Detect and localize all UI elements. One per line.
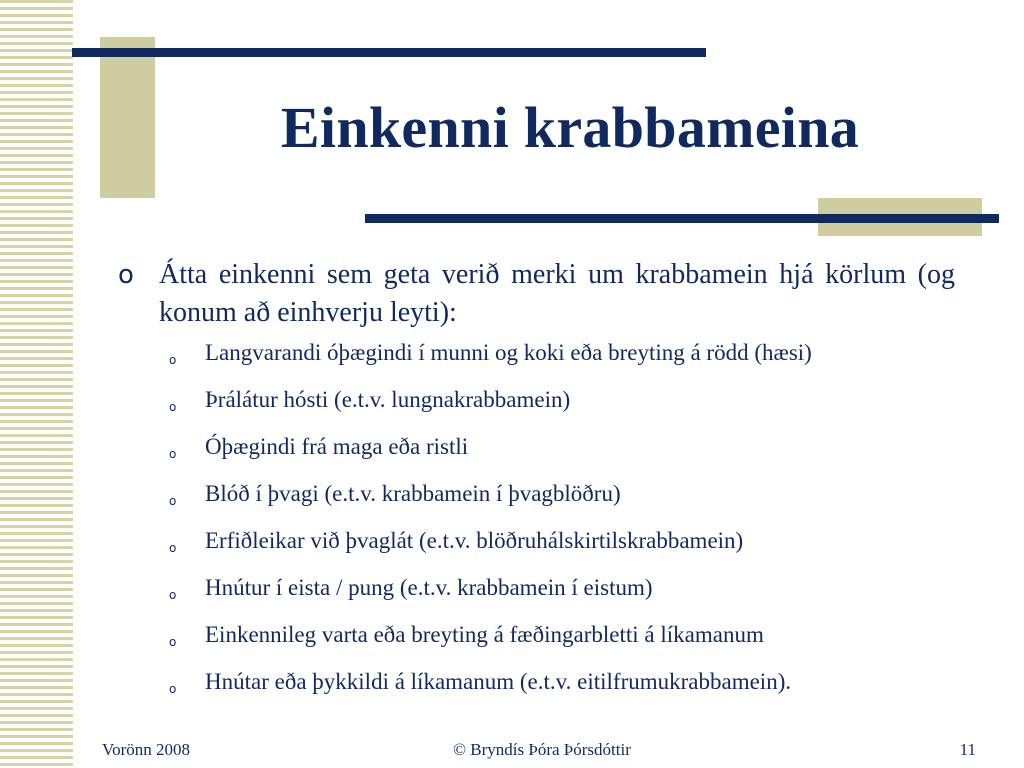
circle-bullet-icon: o bbox=[169, 588, 177, 602]
list-item-text: Erfiðleikar við þvaglát (e.t.v. blöðruhálskirtilskrabbamein) bbox=[205, 528, 744, 553]
circle-bullet-icon: o bbox=[169, 447, 177, 461]
slide-content bbox=[110, 256, 955, 716]
decorative-stripes bbox=[0, 0, 73, 768]
list-item-text: Langvarandi óþægindi í munni og koki eða breyting á rödd (hæsi) bbox=[205, 340, 812, 365]
list-item-text: Hnútur í eista / pung (e.t.v. krabbamein í eistum) bbox=[205, 575, 653, 600]
slide-title: Einkenni krabbameina bbox=[280, 95, 860, 160]
circle-bullet-icon: o bbox=[169, 635, 177, 649]
footer-author: © Bryndís Þóra Þórsdóttir bbox=[453, 740, 631, 759]
decorative-line-bottom bbox=[365, 214, 999, 223]
list-item-text: Þrálátur hósti (e.t.v. lungnakrabbamein) bbox=[205, 387, 571, 412]
list-item-text: Blóð í þvagi (e.t.v. krabbamein í þvagblöðru) bbox=[205, 481, 621, 506]
circle-bullet-icon: o bbox=[169, 682, 177, 696]
list-item-text: Hnútar eða þykkildi á líkamanum (e.t.v. eitilfrumukrabbamein). bbox=[205, 669, 792, 694]
circle-bullet-icon: o bbox=[169, 400, 177, 414]
footer-semester: Vorönn 2008 bbox=[102, 740, 190, 759]
decorative-line-top bbox=[72, 48, 706, 57]
circle-bullet-icon: o bbox=[118, 260, 134, 290]
slide-footer bbox=[0, 739, 1024, 761]
symptom-list bbox=[110, 340, 955, 695]
circle-bullet-icon: o bbox=[169, 353, 177, 367]
list-item bbox=[110, 622, 955, 648]
list-item bbox=[110, 669, 955, 695]
intro-text: Átta einkenni sem geta verið merki um krabbamein hjá körlum (og konum að einhverju leyti): bbox=[159, 259, 955, 328]
list-item-text: Einkennileg varta eða breyting á fæðingarbletti á líkamanum bbox=[205, 622, 764, 647]
list-item bbox=[110, 528, 955, 554]
list-item bbox=[110, 340, 955, 366]
intro-bullet bbox=[110, 256, 955, 332]
list-item-text: Óþægindi frá maga eða ristli bbox=[205, 434, 469, 459]
circle-bullet-icon: o bbox=[169, 494, 177, 508]
list-item bbox=[110, 481, 955, 507]
list-item bbox=[110, 434, 955, 460]
circle-bullet-icon: o bbox=[169, 541, 177, 555]
footer-page-number: 11 bbox=[959, 740, 976, 759]
decorative-tan-block-top bbox=[100, 37, 155, 198]
list-item bbox=[110, 575, 955, 601]
list-item bbox=[110, 387, 955, 413]
